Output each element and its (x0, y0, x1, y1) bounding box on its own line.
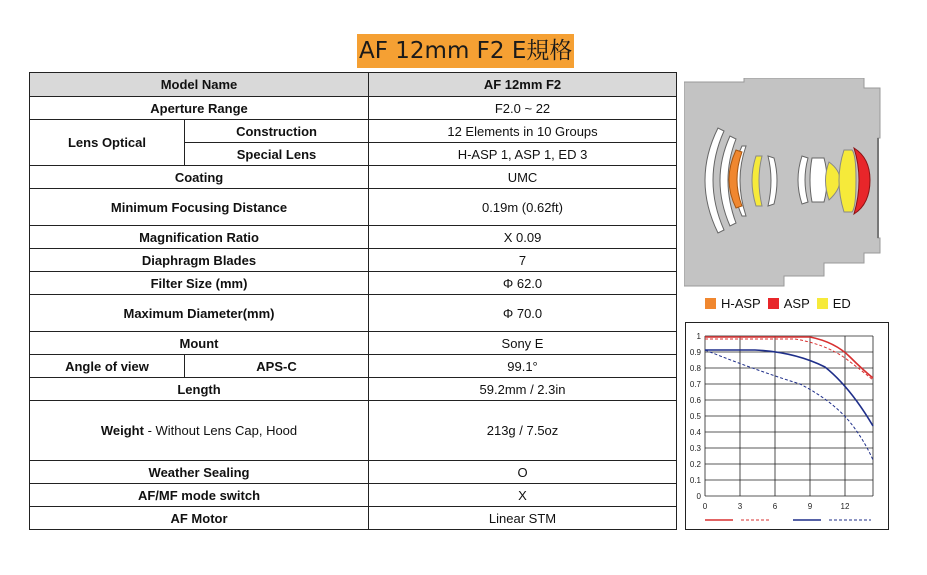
af-motor-value: Linear STM (369, 507, 677, 530)
mtf-chart (685, 322, 889, 530)
table-row (30, 189, 677, 226)
lens-element-ed-3 (839, 150, 856, 212)
weight-note: - Without Lens Cap, Hood (143, 423, 298, 438)
filter-size-value: Φ 62.0 (369, 272, 677, 295)
table-row (30, 97, 677, 120)
max-diameter-label: Maximum Diameter(mm) (30, 295, 369, 332)
weather-label: Weather Sealing (30, 461, 369, 484)
mtf-x-tick: 0 (702, 502, 708, 511)
mtf-y-tick: 0.1 (689, 476, 701, 485)
mtf-x-tick: 9 (807, 502, 813, 511)
afmf-value: X (369, 484, 677, 507)
filter-size-label: Filter Size (mm) (30, 272, 369, 295)
special-lens-label: Special Lens (185, 143, 369, 166)
table-row (30, 507, 677, 530)
weight-label: Weight (100, 423, 144, 438)
table-row (30, 226, 677, 249)
mtf-x-tick: 6 (772, 502, 778, 511)
angle-label: Angle of view (30, 355, 185, 378)
max-diameter-value: Φ 70.0 (369, 295, 677, 332)
lens-optical-label: Lens Optical (30, 120, 185, 166)
mount-value: Sony E (369, 332, 677, 355)
model-name-label: Model Name (30, 73, 369, 97)
table-row (30, 73, 677, 97)
weight-value: 213g / 7.5oz (369, 401, 677, 461)
spec-table (29, 72, 677, 530)
aperture-label: Aperture Range (30, 97, 369, 120)
blades-label: Diaphragm Blades (30, 249, 369, 272)
min-focus-label: Minimum Focusing Distance (30, 189, 369, 226)
length-label: Length (30, 378, 369, 401)
table-row (30, 401, 677, 461)
aperture-value: F2.0 ~ 22 (369, 97, 677, 120)
coating-value: UMC (369, 166, 677, 189)
legend-label-hasp: H-ASP (721, 296, 761, 311)
table-row (30, 355, 677, 378)
lens-legend (705, 296, 858, 311)
magnification-value: X 0.09 (369, 226, 677, 249)
mtf-y-tick: 0.4 (689, 428, 701, 437)
mtf-y-tick: 0.5 (689, 412, 701, 421)
construction-value: 12 Elements in 10 Groups (369, 120, 677, 143)
coating-label: Coating (30, 166, 369, 189)
construction-label: Construction (185, 120, 369, 143)
magnification-label: Magnification Ratio (30, 226, 369, 249)
legend-label-asp: ASP (783, 296, 810, 311)
mtf-y-tick: 0.9 (689, 348, 701, 357)
afmf-label: AF/MF mode switch (30, 484, 369, 507)
mtf-y-tick: 0.7 (689, 380, 701, 389)
aps-c-label: APS-C (185, 355, 369, 378)
mtf-x-tick: 12 (840, 502, 850, 511)
lens-element-6 (810, 158, 827, 202)
mtf-y-tick: 0.6 (689, 396, 701, 405)
table-row (30, 332, 677, 355)
table-row (30, 484, 677, 507)
length-value: 59.2mm / 2.3in (369, 378, 677, 401)
page-title: AF 12mm F2 E規格 (357, 34, 574, 68)
legend-label-ed: ED (832, 296, 851, 311)
model-name-value: AF 12mm F2 (369, 73, 677, 97)
min-focus-value: 0.19m (0.62ft) (369, 189, 677, 226)
mtf-x-tick: 3 (737, 502, 743, 511)
table-row (30, 120, 677, 143)
legend-item-asp (768, 296, 810, 311)
legend-swatch-hasp (705, 298, 716, 309)
angle-value: 99.1° (369, 355, 677, 378)
legend-item-ed (817, 296, 851, 311)
special-lens-value: H-ASP 1, ASP 1, ED 3 (369, 143, 677, 166)
table-row (30, 295, 677, 332)
table-row (30, 272, 677, 295)
mtf-y-tick: 0.2 (689, 460, 701, 469)
legend-swatch-asp (768, 298, 779, 309)
mtf-y-tick: 1 (696, 332, 701, 341)
legend-swatch-ed (817, 298, 828, 309)
weather-value: O (369, 461, 677, 484)
legend-item-hasp (705, 296, 761, 311)
mtf-y-tick: 0.8 (689, 364, 701, 373)
table-row (30, 249, 677, 272)
table-row (30, 166, 677, 189)
weight-label-cell (30, 401, 369, 461)
table-row (30, 461, 677, 484)
mount-label: Mount (30, 332, 369, 355)
lens-construction-diagram (684, 78, 884, 288)
mtf-y-tick: 0 (696, 492, 701, 501)
blades-value: 7 (369, 249, 677, 272)
mtf-y-tick: 0.3 (689, 444, 701, 453)
table-row (30, 378, 677, 401)
af-motor-label: AF Motor (30, 507, 369, 530)
